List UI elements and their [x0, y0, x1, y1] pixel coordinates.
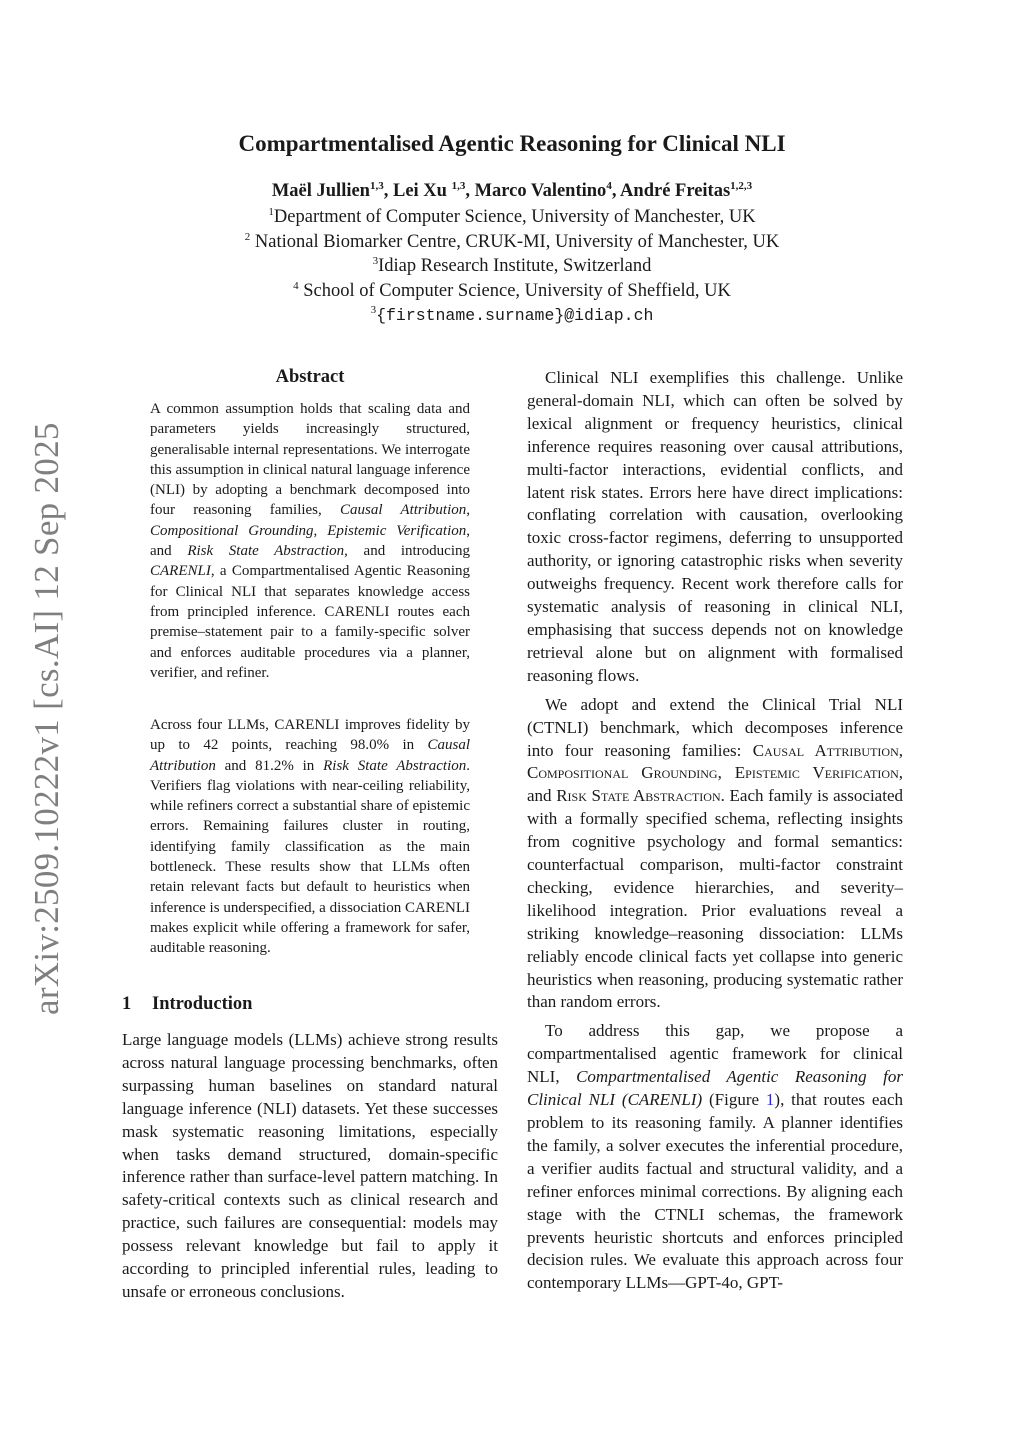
author-affiliation-mark: 4 [606, 180, 612, 192]
affiliation-mark: 4 [293, 280, 299, 292]
affiliation-text: Idiap Research Institute, Switzerland [378, 256, 652, 277]
affiliation [0, 206, 1024, 228]
affiliation [0, 280, 1024, 302]
author-list: Maël Jullien$^{1,3}$, Lei Xu $^{1,3}$, Marco Valentino$^4$, André Freitas$^{1,2,3}$ [271, 180, 753, 202]
affiliation-mark: 3 [370, 304, 377, 316]
body-paragraph: To address this gap, we propose a compartmentalised agentic framework for clinical NLI, Compartmentalised Agentic Reasoning for Clinical NLI (CARENLI) (Figure 1), that routes each problem to its reasoning family. A planner identifies the family, a solver executes the inferential procedure, a verifier audits factual and structural validity, and a refiner enforces minimal corrections. By aligning each stage with the CTNLI schemas, the framework prevents heuristic shortcuts and enforces principled decision rules. We evaluate this approach across four contemporary LLMs—GPT-4o, GPT- [527, 1021, 904, 1293]
section-number: 1 [122, 994, 132, 1014]
figure-reference-link[interactable]: 1 [765, 1090, 775, 1110]
author-affiliation-mark: 1,3 [451, 180, 466, 192]
left-column-text [122, 1029, 498, 1310]
body-paragraph: Clinical NLI exemplifies this challenge. Unlike general-domain NLI, which can often be solved by lexical alignment or frequency heuristics, clinical inference requires reasoning over causal attributions, multi-factor interactions, evidential conflicts, and latent risk states. Errors here have direct implications: conflating correlation with causation, overlooking toxic cross-factor regimens, deferring to unsupported authority, or ignoring catastrophic risks when severity outweighs frequency. Recent work therefore calls for systematic analysis of reasoning in clinical NLI, emphasising that success depends not on knowledge retrieval alone but on alignment with formalised reasoning flows. [527, 368, 903, 685]
affiliation-text: Department of Computer Science, University of Manchester, UK [273, 207, 756, 228]
paper-title: Compartmentalised Agentic Reasoning for Clinical NLI [238, 131, 786, 156]
abstract-paragraph: A common assumption holds that scaling data and parameters yields increasingly structured, generalisable internal representations. We interrogate this assumption in clinical natural language inference (NLI) by adopting a benchmark decomposed into four reasoning families, Causal Attribution, Compositional Grounding, Epistemic Verification, and Risk State Abstraction, and introducing CARENLI, a Compartmentalised Agentic Reasoning for Clinical NLI that separates knowledge access from principled inference. CARENLI routes each premise–statement pair to a family-specific solver and enforces auditable procedures via a planner, verifier, and refiner. [150, 401, 471, 681]
contact-email [0, 304, 1024, 326]
email-text: {firstname.surname}@idiap.ch [376, 306, 654, 326]
body-paragraph: We adopt and extend the Clinical Trial NLI (CTNLI) benchmark, which decomposes inference into four reasoning families: Causal Attribution, Compositional Grounding, Epistemic Verification, and Risk State Abstraction. Each family is associated with a formally specified schema, reflecting insights from cognitive psychology and formal semantics: counterfactual comparison, multi-factor constraint checking, evidence hierarchies, and severity–likelihood integration. Prior evaluations reveal a striking knowledge–reasoning dissociation: LLMs reliably encode clinical facts yet collapse into generic heuristics when reasoning, producing systematic rather than random errors. [527, 694, 903, 1012]
right-column-text [527, 367, 903, 1301]
author-name: Lei Xu [392, 181, 447, 202]
affiliation-text: School of Computer Science, University of Sheffield, UK [298, 281, 731, 302]
author-name: André Freitas [620, 181, 731, 202]
author-affiliation-mark: 1,3 [369, 180, 384, 192]
affiliation-mark: 3 [372, 255, 379, 267]
author-affiliation-mark: 1,2,3 [730, 180, 753, 192]
arxiv-identifier: arXiv:2509.10222v1 [cs.AI] 12 Sep 2025 [27, 422, 66, 1015]
abstract-paragraph: Across four LLMs, CARENLI improves fidelity by up to 42 points, reaching 98.0% in Causal Attribution and 81.2% in Risk State Abstraction. Verifiers flag violations with near-ceiling reliability, while refiners correct a substantial share of epistemic errors. Remaining failures cluster in routing, identifying family classification as the main bottleneck. These results show that LLMs often retain relevant facts but default to heuristics when inference is underspecified, a dissociation CARENLI makes explicit while offering a framework for safer, auditable reasoning. [150, 717, 470, 957]
affiliation-mark: 2 [244, 231, 251, 243]
abstract-heading: Abstract [275, 367, 345, 387]
author-name: Marco Valentino [474, 181, 607, 202]
author-name: Maël Jullien [271, 181, 370, 202]
body-paragraph: Large language models (LLMs) achieve strong results across natural language processing benchmarks, often surpassing human baselines on standard natural language inference (NLI) datasets. Yet these successes mask systematic reasoning limitations, especially when tasks demand structured, domain-specific inference rather than surface-level pattern matching. In safety-critical contexts such as clinical research and practice, such failures are consequential: models may possess relevant knowledge but fail to apply it according to principled inferential rules, leading to unsafe or erroneous conclusions. [122, 1030, 498, 1301]
section-heading [122, 994, 252, 1015]
affiliation [0, 255, 1024, 277]
section-title: Introduction [152, 994, 253, 1014]
affiliation [0, 231, 1024, 253]
affiliation-text: National Biomarker Centre, CRUK-MI, University of Manchester, UK [250, 232, 780, 253]
affiliation-mark: 1 [268, 206, 274, 218]
